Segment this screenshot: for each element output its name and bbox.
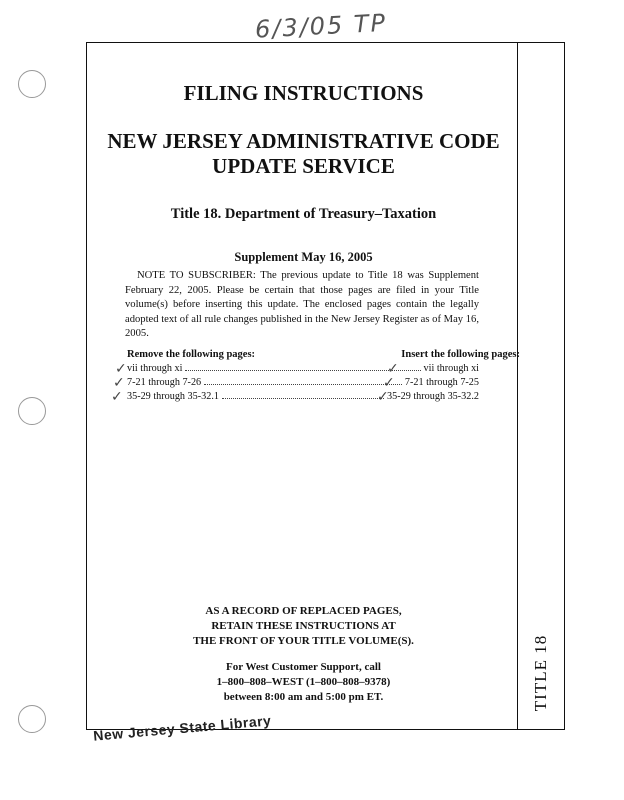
leader-dots (222, 398, 384, 399)
list-item (127, 391, 479, 405)
code-heading (87, 129, 520, 179)
record-notice (87, 604, 520, 649)
insert-pages: 35-29 through 35-32.2 (387, 391, 479, 402)
support-line: For West Customer Support, call (226, 661, 381, 673)
leader-dots (185, 370, 420, 371)
remove-pages: vii through xi (127, 363, 183, 374)
remove-pages-header: Remove the following pages: (127, 349, 256, 360)
remove-pages: 7-21 through 7-26 (127, 377, 202, 388)
insert-pages-header: Insert the following pages: (401, 349, 520, 360)
list-item (127, 363, 479, 377)
list-item (127, 377, 479, 391)
checkmark-icon: ✓ (113, 375, 125, 391)
code-heading-line2: UPDATE SERVICE (212, 154, 395, 178)
record-line: AS A RECORD OF REPLACED PAGES, (205, 605, 402, 617)
checkmark-icon: ✓ (383, 375, 395, 391)
record-line: RETAIN THESE INSTRUCTIONS AT (211, 620, 396, 632)
title-tab-column (517, 43, 564, 729)
support-phone: 1–800–808–WEST (1–800–808–9378) (216, 676, 391, 688)
support-hours: between 8:00 am and 5:00 pm ET. (223, 691, 384, 703)
instruction-sheet-frame (86, 42, 565, 730)
title-subtitle: Title 18. Department of Treasury–Taxation (170, 206, 437, 222)
checkmark-icon: ✓ (377, 389, 389, 405)
punch-hole (18, 397, 46, 425)
remove-pages: 35-29 through 35-32.1 (127, 391, 219, 402)
page-replacement-list (127, 363, 479, 405)
record-line: THE FRONT OF YOUR TITLE VOLUME(S). (193, 635, 414, 647)
title-tab (518, 603, 564, 743)
customer-support-info (87, 660, 520, 705)
code-heading-line1: NEW JERSEY ADMINISTRATIVE CODE (107, 129, 500, 153)
punch-hole (18, 705, 46, 733)
supplement-date: Supplement May 16, 2005 (234, 250, 373, 264)
page-title: FILING INSTRUCTIONS (183, 81, 424, 105)
punch-hole (18, 70, 46, 98)
insert-pages: 7-21 through 7-25 (404, 377, 479, 388)
checkmark-icon: ✓ (111, 389, 123, 405)
subscriber-note: NOTE TO SUBSCRIBER: The previous update to Title 18 was Supplement February 22, 2005. Please be certain that those pages are filed in your Title volume(s) before inserting this update. The enclosed pages contain the legally adopted text of all rule changes published in the New Jersey Register as of May 16, 2005. (125, 270, 479, 339)
insert-pages: vii through xi (423, 363, 479, 374)
library-stamp: New Jersey State Library (92, 712, 272, 744)
leader-dots (204, 384, 402, 385)
handwritten-date-note: 6/3/05 TP (254, 8, 388, 44)
title-tab-label: TITLE 18 (531, 634, 550, 712)
checkmark-icon: ✓ (387, 361, 399, 377)
checkmark-icon: ✓ (115, 361, 127, 377)
